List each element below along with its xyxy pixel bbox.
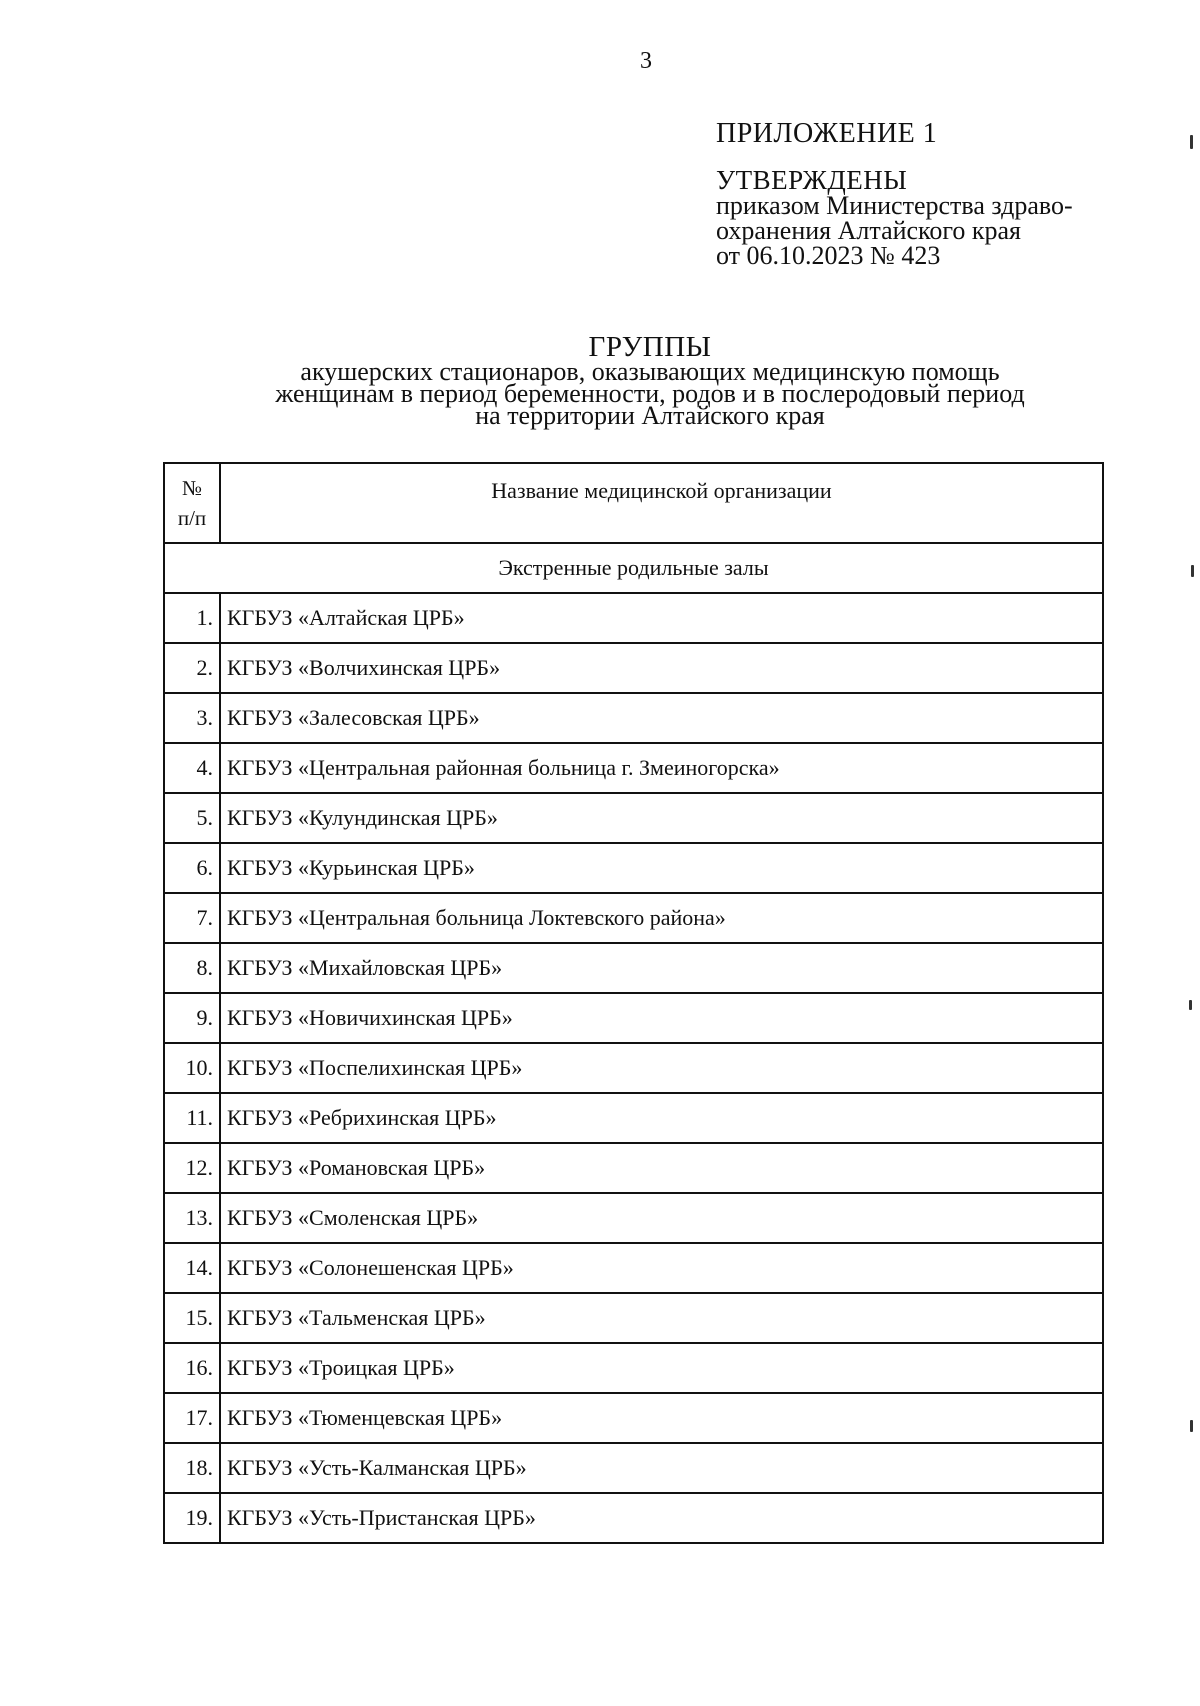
- row-number: 14.: [164, 1243, 220, 1293]
- organization-name: КГБУЗ «Тюменцевская ЦРБ»: [220, 1393, 1103, 1443]
- table-row: [164, 593, 1103, 643]
- table-row: [164, 643, 1103, 693]
- approval-line-2: охранения Алтайского края: [716, 216, 1022, 245]
- approval-line-1: приказом Министерства здраво-: [716, 191, 1073, 220]
- organization-name: КГБУЗ «Смоленская ЦРБ»: [220, 1193, 1103, 1243]
- organization-name: КГБУЗ «Волчихинская ЦРБ»: [220, 643, 1103, 693]
- table-row: [164, 1193, 1103, 1243]
- row-number: 6.: [164, 843, 220, 893]
- table-row: [164, 1343, 1103, 1393]
- scan-mark: [1191, 565, 1194, 577]
- organization-name: КГБУЗ «Солонешенская ЦРБ»: [220, 1243, 1103, 1293]
- row-number: 1.: [164, 593, 220, 643]
- row-number: 15.: [164, 1293, 220, 1343]
- scan-mark: [1189, 1000, 1192, 1010]
- row-number: 3.: [164, 693, 220, 743]
- scan-mark: [1190, 1420, 1193, 1432]
- header-num-line-2: п/п: [177, 506, 207, 530]
- organization-name: КГБУЗ «Ребрихинская ЦРБ»: [220, 1093, 1103, 1143]
- section-label: Экстренные родильные залы: [164, 543, 1103, 593]
- organization-name: КГБУЗ «Тальменская ЦРБ»: [220, 1293, 1103, 1343]
- table-row: [164, 1243, 1103, 1293]
- approval-title: УТВЕРЖДЕНЫ: [716, 165, 908, 195]
- table-row: [164, 793, 1103, 843]
- table-row: [164, 1493, 1103, 1543]
- approval-block: [716, 165, 1073, 270]
- table-row: [164, 993, 1103, 1043]
- organization-name: КГБУЗ «Усть-Пристанская ЦРБ»: [220, 1493, 1103, 1543]
- table-row: [164, 1443, 1103, 1493]
- organization-name: КГБУЗ «Центральная больница Локтевского района»: [220, 893, 1103, 943]
- organizations-table: [163, 462, 1104, 1544]
- table-row: [164, 743, 1103, 793]
- approval-line-3: от 06.10.2023 № 423: [716, 241, 941, 270]
- row-number: 11.: [164, 1093, 220, 1143]
- organization-name: КГБУЗ «Михайловская ЦРБ»: [220, 943, 1103, 993]
- row-number: 19.: [164, 1493, 220, 1543]
- table-header-row: [164, 463, 1103, 543]
- organization-name: КГБУЗ «Залесовская ЦРБ»: [220, 693, 1103, 743]
- table-row: [164, 1043, 1103, 1093]
- row-number: 2.: [164, 643, 220, 693]
- heading-line-2: женщинам в период беременности, родов и в послеродовый период: [275, 379, 1025, 408]
- table-row: [164, 693, 1103, 743]
- row-number: 5.: [164, 793, 220, 843]
- document-heading: [150, 331, 1150, 430]
- row-number: 17.: [164, 1393, 220, 1443]
- row-number: 7.: [164, 893, 220, 943]
- row-number: 4.: [164, 743, 220, 793]
- heading-line-1: акушерских стационаров, оказывающих медицинскую помощь: [300, 357, 1000, 386]
- row-number: 12.: [164, 1143, 220, 1193]
- header-num-line-1: №: [181, 476, 203, 500]
- table-row: [164, 1143, 1103, 1193]
- table-row: [164, 1293, 1103, 1343]
- organization-name: КГБУЗ «Кулундинская ЦРБ»: [220, 793, 1103, 843]
- header-num-cell: [164, 463, 220, 543]
- table-row: [164, 843, 1103, 893]
- page-number: 3: [640, 48, 652, 74]
- table-row: [164, 1093, 1103, 1143]
- organization-name: КГБУЗ «Усть-Калманская ЦРБ»: [220, 1443, 1103, 1493]
- row-number: 16.: [164, 1343, 220, 1393]
- table-row: [164, 893, 1103, 943]
- organization-name: КГБУЗ «Новичихинская ЦРБ»: [220, 993, 1103, 1043]
- organization-name: КГБУЗ «Поспелихинская ЦРБ»: [220, 1043, 1103, 1093]
- table-row: [164, 943, 1103, 993]
- organization-name: КГБУЗ «Романовская ЦРБ»: [220, 1143, 1103, 1193]
- table-row: [164, 1393, 1103, 1443]
- organization-name: КГБУЗ «Курьинская ЦРБ»: [220, 843, 1103, 893]
- heading-title: ГРУППЫ: [588, 331, 712, 363]
- appendix-label: ПРИЛОЖЕНИЕ 1: [716, 118, 938, 149]
- scan-mark: [1190, 135, 1193, 149]
- organization-name: КГБУЗ «Центральная районная больница г. Змеиногорска»: [220, 743, 1103, 793]
- header-name-cell: Название медицинской организации: [220, 463, 1103, 543]
- organization-name: КГБУЗ «Троицкая ЦРБ»: [220, 1343, 1103, 1393]
- row-number: 10.: [164, 1043, 220, 1093]
- row-number: 18.: [164, 1443, 220, 1493]
- row-number: 9.: [164, 993, 220, 1043]
- section-row: [164, 543, 1103, 593]
- heading-line-3: на территории Алтайского края: [475, 401, 825, 430]
- row-number: 8.: [164, 943, 220, 993]
- row-number: 13.: [164, 1193, 220, 1243]
- organization-name: КГБУЗ «Алтайская ЦРБ»: [220, 593, 1103, 643]
